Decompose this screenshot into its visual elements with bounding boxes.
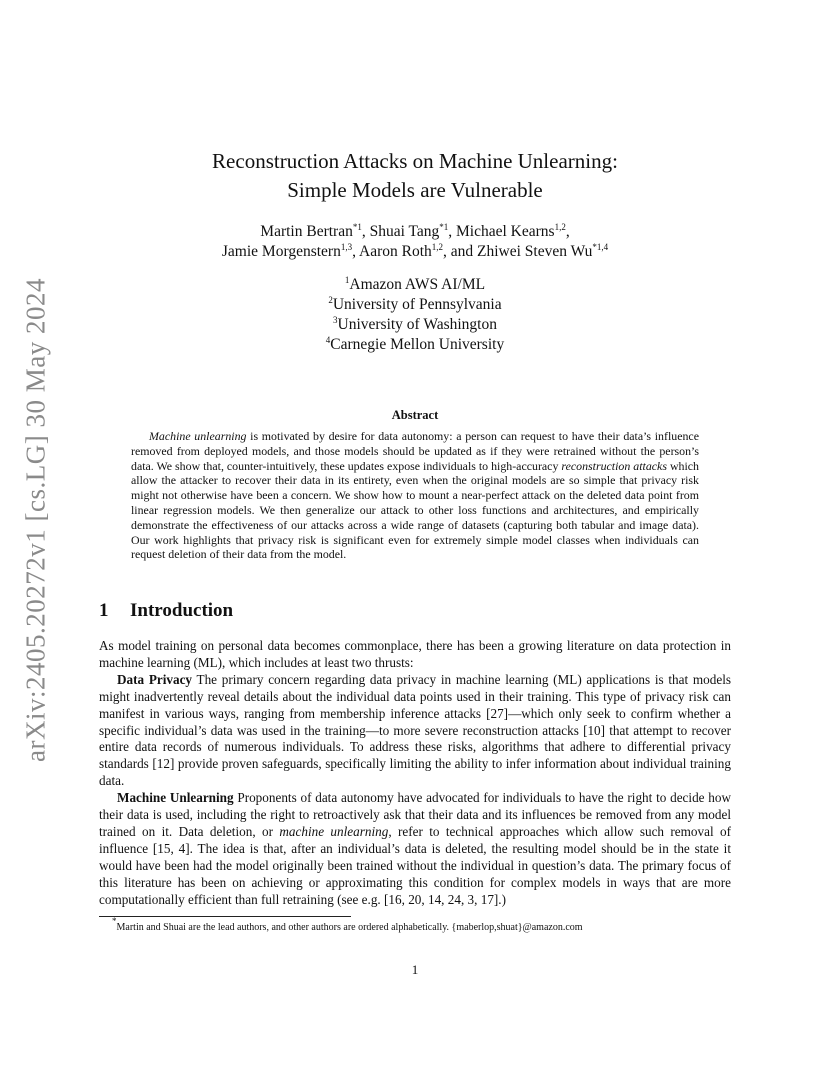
abstract-text: which allow the attacker to recover their data in its entirety, even when the original models are so simple that privacy risk might not otherwise have been a concern. We show how to mount a near-perfect attack on the deleted data point from linear regression models. We then generalize our attack to other loss functions and architectures, and empirically demonstrate the effectiveness of our attacks across a wide range of datasets (capturing both tabular and image data). Our work highlights that privacy risk is significant even for extremely simple model classes when individuals can request deletion of their data from the model. [131,458,700,562]
title-line-1: Reconstruction Attacks on Machine Unlearning: [212,149,618,173]
paragraph-text: , refer to technical approaches which allow such removal of influence [15, 4]. The idea is that, after an individual’s data is deleted, the resulting model should be in the state it would have been had the model originally been trained without the individual in question’s data. The primary focus of this literature has been on achieving or approximating this condition for complex models in ways that are more computationally efficient than full retraining (see e.g. [16, 20, 14, 24, 3, 17].) [99,823,731,907]
affiliation-item [100,335,730,355]
paragraph-text: Proponents of data autonomy have advocated for individuals to have the right to decide how their data is used, including the right to retroactively ask that their data and its influences be removed from any model trained on it. Data deletion, or [99,790,731,839]
page-number: 1 [411,962,419,977]
paragraph-heading: Data Privacy [117,671,193,687]
arxiv-identifier: arXiv:2405.20272v1 [cs.LG] 30 May 2024 [20,278,51,762]
author-list [100,222,730,262]
author-name: Martin Bertran [260,223,353,240]
affiliation-item [100,315,730,335]
abstract-text: is motivated by desire for data autonomy: a person can request to have their data’s influence removed from deployed models, and those models should be updated as if they were retrained without the person’s data. We show that, counter-intuitively, these updates expose individuals to high-accuracy [131,429,699,473]
section-body [99,638,731,909]
affiliation-item [100,295,730,315]
paragraph-heading: Machine Unlearning [117,790,234,806]
author-separator: , and [443,243,478,260]
author-line-1 [100,222,730,242]
author-affiliation-mark: *1 [439,222,449,232]
footnote-mark: * [112,916,117,926]
footnote [99,916,731,934]
author-affiliation-mark: 1,3 [340,242,353,252]
abstract-emphasis: Machine unlearning [149,429,247,443]
abstract-emphasis: reconstruction attacks [561,458,667,473]
author-separator: , [352,243,359,260]
title-line-2: Simple Models are Vulnerable [287,178,543,202]
author-name: Jamie Morgenstern [221,243,341,260]
author-affiliation-mark: *1 [352,222,362,232]
affiliation-list [100,275,730,355]
footnote-text: Martin and Shuai are the lead authors, and other authors are ordered alphabetically. {maberlop,shuat}@amazon.com [116,922,583,933]
author-affiliation-mark: *1,4 [592,242,609,252]
author-line-2 [100,242,730,262]
abstract-body [131,429,699,562]
author-affiliation-mark: 1,2 [431,242,444,252]
author-separator: , [565,223,570,240]
arxiv-side-stamp [12,280,60,760]
affiliation-name: University of Washington [337,316,497,333]
footnote-rule [99,916,351,917]
affiliation-number: 2 [328,295,333,305]
author-name: Shuai Tang [369,223,440,240]
data-privacy-paragraph [99,672,731,790]
affiliation-name: Amazon AWS AI/ML [349,276,486,293]
author-name: Zhiwei Steven Wu [477,243,593,260]
affiliation-item [100,275,730,295]
abstract-heading: Abstract [391,408,439,422]
author-name: Michael Kearns [456,223,555,240]
affiliation-name: Carnegie Mellon University [330,336,505,353]
section-title: Introduction [130,600,234,621]
paper-title [100,147,730,205]
affiliation-number: 1 [344,275,350,285]
affiliation-name: University of Pennsylvania [332,296,502,313]
section-heading [99,600,233,622]
author-affiliation-mark: 1,2 [554,222,566,232]
author-name: Aaron Roth [359,243,432,260]
section-number: 1 [99,600,109,621]
affiliation-number: 3 [333,315,338,325]
affiliation-number: 4 [325,335,331,345]
machine-unlearning-paragraph [99,790,731,908]
author-separator: , [361,223,370,240]
author-separator: , [448,223,457,240]
intro-paragraph: As model training on personal data becomes commonplace, there has been a growing literature on data protection in machine learning (ML), which includes at least two thrusts: [99,638,731,670]
paragraph-emphasis: machine unlearning [279,823,389,839]
paragraph-text: The primary concern regarding data privacy in machine learning (ML) applications is that models might inadvertently reveal details about the individual data points used in their training. This type of privacy risk can manifest in various ways, ranging from membership inference attacks [27]—which only seek to confirm whether a specific individual’s data was used in the training—to more severe reconstruction attacks [10] that attempt to recover entire data records of numerous individuals. To address these risks, algorithms that adhere to differential privacy standards [12] provide proven safeguards, specifically limiting the ability to infer information about individual training data. [99,671,731,789]
